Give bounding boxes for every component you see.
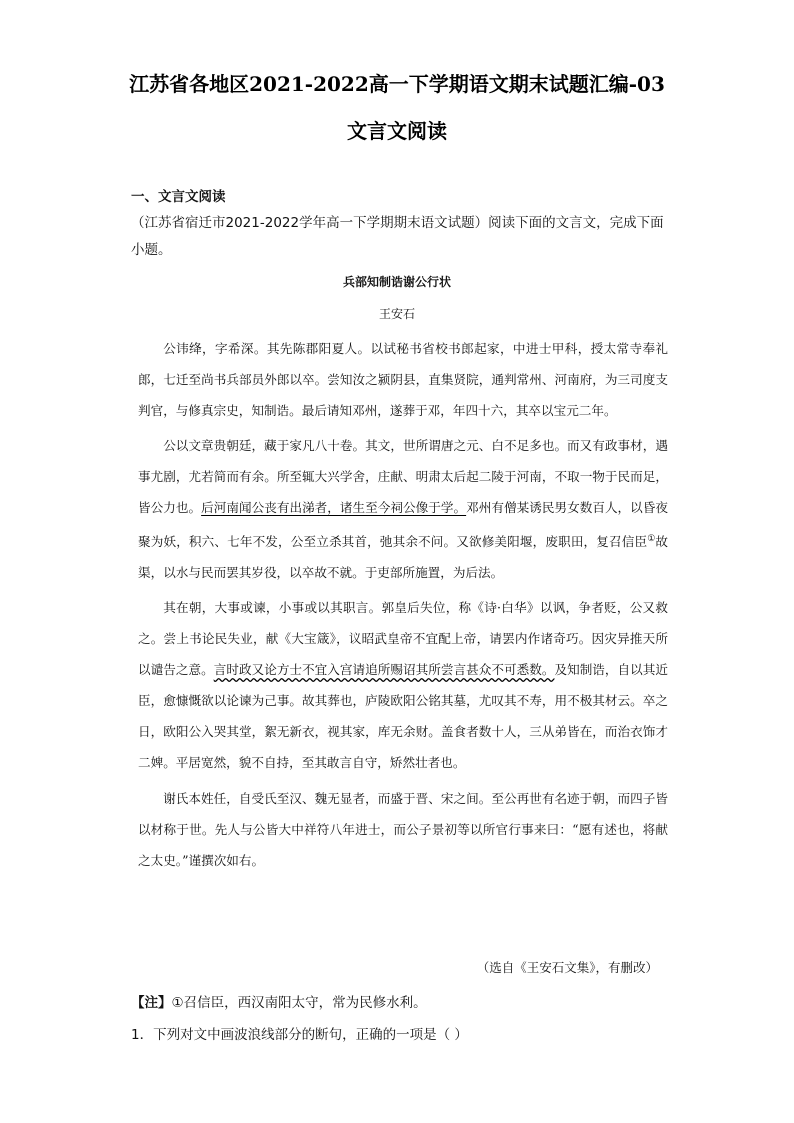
essay-body — [138, 333, 668, 876]
paragraph-2-text-d: 故渠，以水与民而罢其岁役，以卒故不就。于吏部所施置，为后法。 — [138, 533, 669, 580]
document-title: 江苏省各地区2021-2022高一下学期语文期末试题汇编-03 — [129, 72, 665, 96]
paragraph-3-text-b: 及知制诰，自以其近臣，愈慷慨欲以论谏为己事。故其葬也，庐陵欧阳公铭其墓，尤叹其不寿，用不极其材云。卒之日，欧阳公入哭其堂，絮无新衣，视其家，库无余财。盖食者数十人，三从弟皆在，而治衣饰才二婢。平居宽然，貌不自持，至其敢言自守，矫然壮者也。 — [138, 662, 669, 771]
essay-author: 王安石 — [378, 307, 415, 321]
footnote-marker: ① — [647, 533, 656, 544]
essay-paragraph-2 — [138, 430, 668, 588]
section-heading: 一、文言文阅读 — [131, 189, 226, 205]
essay-title: 兵部知制诰谢公行状 — [342, 275, 451, 289]
essay-paragraph-3 — [138, 592, 668, 779]
reading-intro: （江苏省宿迁市2021-2022学年高一下学期期末语文试题）阅读下面的文言文，完成下面小题。 — [131, 215, 664, 258]
paragraph-2-text-a: 公以文章贵朝廷，藏于家凡八十卷。其文，世所谓唐之元、白不足多也。而又有政事材，遇事尤剧，尤若简而有余。所至辄大兴学舍，庄献、明肃太后起二陵于河南，不取一物于民而足，皆公力也。 — [138, 438, 668, 516]
question-1: 1．下列对文中画波浪线部分的断句，正确的一项是（ ） — [131, 1027, 468, 1043]
essay-paragraph-4: 谢氏本姓任，自受氏至汉、魏无显者，而盛于晋、宋之间。至公再世有名迹于朝，而四子皆以材称于世。先人与公皆大中祥符八年进士，而公子景初等以所官行事来曰：“愿有述也，将献之太史。”谨撰次如右。 — [138, 790, 668, 868]
essay-paragraph-1: 公讳绛，字希深。其先陈郡阳夏人。以试秘书省校书郎起家，中进士甲科，授太常寺奉礼郎，七迁至尚书兵部员外郎以卒。尝知汝之颍阴县，直集贤院，通判常州、河南府，为三司度支判官，与修真宗史，知制诰。最后请知邓州，遂葬于邓，年四十六，其卒以宝元二年。 — [138, 341, 668, 419]
document-subtitle: 文言文阅读 — [347, 119, 447, 143]
underlined-sentence: 后河南闻公丧有出涕者，诸生至今祠公像于学。 — [201, 500, 467, 516]
paragraph-2-text-c: 邓州有僧某诱民男女数百人，以昏夜聚为妖，积六、七年不发，公至立杀其首，弛其余不问。又欲修美阳堰，废职田，复召信臣 — [138, 500, 669, 549]
paragraph-3-text-a: 其在朝，大事或谏，小事或以其职言。郭皇后失位，称《诗·白华》以讽，争者贬，公又救之。尝上书论民失业，献《大宝箴》，议昭武皇帝不宜配上帝，请罢内作诸奇巧。因灾异推天所以谴告之意。 — [138, 599, 668, 678]
wavy-underlined-sentence: 言时政又论方士不宜入宫请追所赐诏其所尝言甚众不可悉数。 — [213, 662, 555, 678]
essay-source: （选自《王安石文集》，有删改） — [476, 960, 658, 975]
footnote-text: ①召信臣，西汉南阳太守，常为民修水利。 — [171, 995, 427, 1011]
footnote-tag: 【注】 — [131, 995, 172, 1011]
footnote — [131, 991, 427, 1011]
